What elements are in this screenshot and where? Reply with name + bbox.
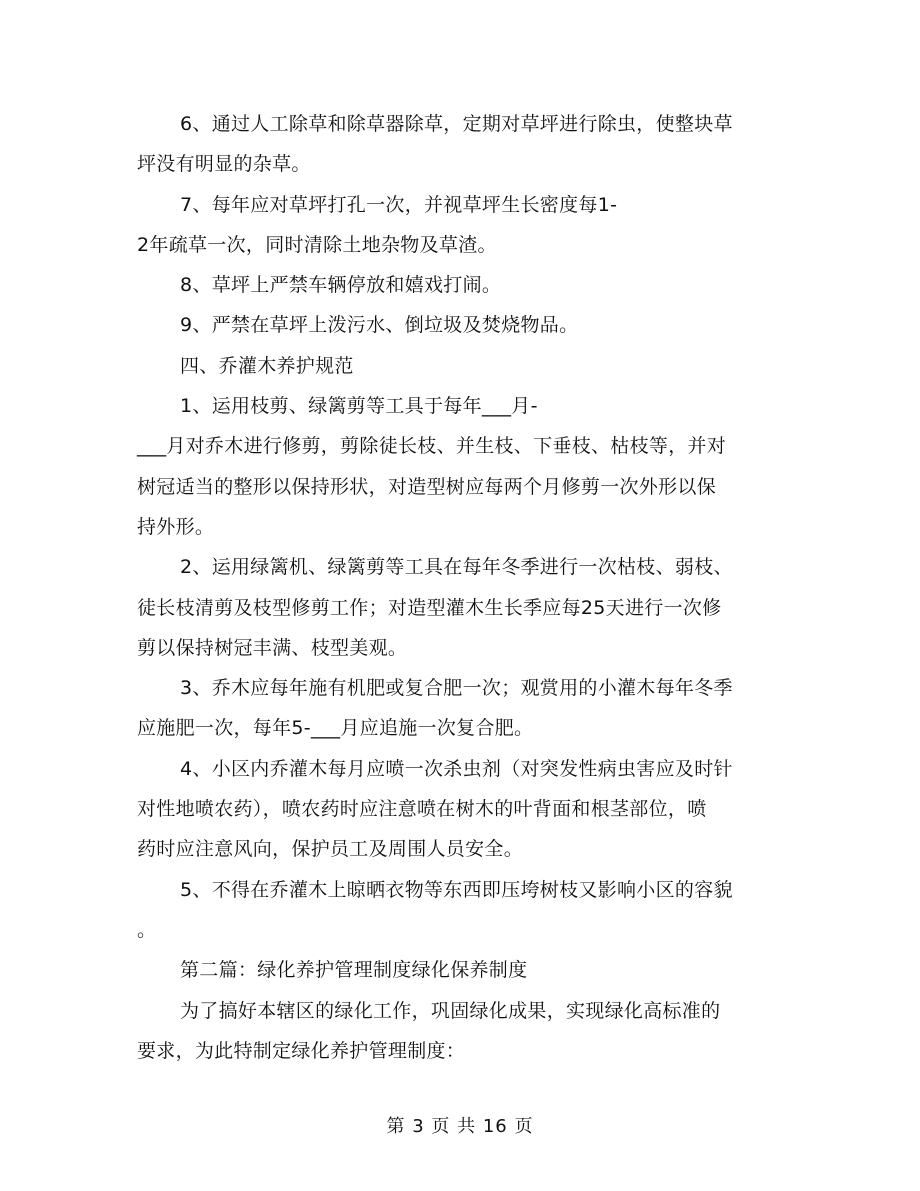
text-line: 持外形。 bbox=[137, 515, 215, 538]
paragraph bbox=[137, 991, 787, 1072]
text-line: 1、运用枝剪、绿篱剪等工具于每年___月- bbox=[180, 395, 538, 418]
text-line: 8、草坪上严禁车辆停放和嬉戏打闹。 bbox=[180, 274, 502, 297]
text-line: 6、通过人工除草和除草器除草，定期对草坪进行除虫，使整块草 bbox=[180, 113, 733, 135]
paragraph bbox=[137, 950, 787, 990]
paragraph bbox=[137, 185, 787, 266]
text-line: 9、严禁在草坪上泼污水、倒垃圾及焚烧物品。 bbox=[180, 314, 579, 337]
text-line: 四、乔灌木养护规范 bbox=[180, 354, 354, 377]
paragraph bbox=[137, 668, 787, 749]
text-line: 2年疏草一次，同时清除土地杂物及草渣。 bbox=[137, 233, 497, 256]
text-line: 要求，为此特制定绿化养护管理制度： bbox=[137, 1039, 466, 1062]
paragraph bbox=[137, 265, 787, 305]
text-line: 第二篇：绿化养护管理制度绿化保养制度 bbox=[180, 959, 528, 982]
page-footer: 第 3 页 共 16 页 bbox=[386, 1116, 534, 1137]
text-line: 坪没有明显的杂草。 bbox=[137, 153, 311, 176]
text-line: 剪以保持树冠丰满、枝型美观。 bbox=[137, 636, 408, 659]
text-line: 树冠适当的整形以保持形状，对造型树应每两个月修剪一次外形以保 bbox=[137, 475, 717, 498]
paragraph bbox=[137, 547, 787, 668]
text-line: 。 bbox=[137, 918, 157, 941]
paragraph bbox=[137, 346, 787, 386]
text-line: 5、不得在乔灌木上晾晒衣物等东西即压垮树枝又影响小区的容貌 bbox=[180, 878, 733, 901]
text-line: 为了搞好本辖区的绿化工作，巩固绿化成果，实现绿化高标准的 bbox=[180, 999, 721, 1022]
text-line: 应施肥一次，每年5-___月应追施一次复合肥。 bbox=[137, 717, 534, 740]
text-line: 3、乔木应每年施有机肥或复合肥一次；观赏用的小灌木每年冬季 bbox=[180, 677, 733, 700]
text-line: 对性地喷农药），喷农药时应注意喷在树木的叶背面和根茎部位，喷 bbox=[137, 798, 707, 821]
paragraph bbox=[137, 104, 787, 185]
text-line: 2、运用绿篱机、绿篱剪等工具在每年冬季进行一次枯枝、弱枝、 bbox=[180, 556, 733, 579]
text-line: 药时应注意风向，保护员工及周围人员安全。 bbox=[137, 838, 524, 861]
text-line: 4、小区内乔灌木每月应喷一次杀虫剂（对突发性病虫害应及时针 bbox=[180, 757, 733, 780]
text-line: ___月对乔木进行修剪，剪除徒长枝、并生枝、下垂枝、枯枝等，并对 bbox=[137, 435, 727, 458]
paragraph bbox=[137, 305, 787, 345]
text-line: 徒长枝清剪及枝型修剪工作；对造型灌木生长季应每25天进行一次修 bbox=[137, 596, 722, 619]
paragraph bbox=[137, 386, 787, 547]
document-body bbox=[137, 104, 787, 1071]
paragraph bbox=[137, 870, 787, 951]
paragraph bbox=[137, 749, 787, 870]
text-line: 7、每年应对草坪打孔一次，并视草坪生长密度每1- bbox=[180, 193, 618, 216]
